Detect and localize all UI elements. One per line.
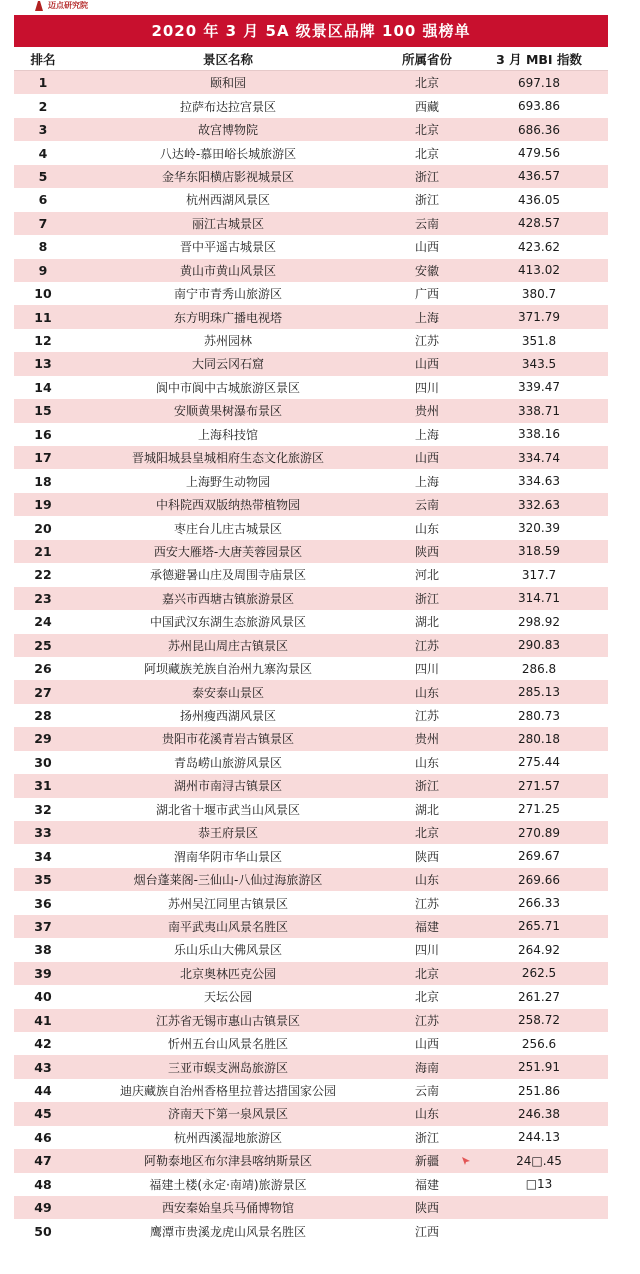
rank-cell: 10 <box>34 286 52 302</box>
table-row <box>14 563 608 586</box>
province-cell: 北京 <box>414 966 439 981</box>
name-cell: 湖北省十堰市武当山风景区 <box>155 802 300 817</box>
table-row <box>14 1055 608 1078</box>
province-cell: 上海 <box>414 310 439 325</box>
table-row <box>14 891 608 914</box>
table-row <box>14 985 608 1008</box>
table-row <box>14 540 608 563</box>
rank-cell: 42 <box>34 1036 52 1052</box>
name-cell: 西安大雁塔-大唐芙蓉园景区 <box>153 544 303 559</box>
mbi-cell: 338.16 <box>518 427 560 442</box>
logo-icon <box>34 0 44 11</box>
table-row <box>14 727 608 750</box>
table-row <box>14 1102 608 1125</box>
rank-cell: 33 <box>34 825 52 841</box>
province-cell: 江西 <box>414 1224 439 1239</box>
mbi-cell: 423.62 <box>518 239 560 254</box>
table-row <box>14 962 608 985</box>
province-cell: 山西 <box>414 451 439 466</box>
province-cell: 四川 <box>414 943 439 958</box>
rank-cell: 19 <box>34 497 52 513</box>
table-row <box>14 141 608 164</box>
province-cell: 山东 <box>414 521 439 536</box>
rank-cell: 27 <box>34 684 52 700</box>
mbi-cell: 318.59 <box>518 544 560 559</box>
province-cell: 湖北 <box>414 615 439 630</box>
rank-cell: 46 <box>34 1129 52 1145</box>
rank-cell: 13 <box>34 356 52 372</box>
mbi-cell: 269.66 <box>518 872 560 887</box>
province-cell: 山西 <box>414 357 439 372</box>
mbi-cell: 290.83 <box>518 638 560 653</box>
province-cell: 河北 <box>414 568 439 583</box>
rank-cell: 35 <box>34 872 52 888</box>
name-cell: 北京奥林匹克公园 <box>179 966 276 981</box>
table-row <box>14 469 608 492</box>
mbi-cell: 24□.45 <box>516 1153 562 1168</box>
rank-cell: 24 <box>34 614 52 630</box>
name-cell: 贵阳市花溪青岩古镇景区 <box>161 732 294 747</box>
rank-cell: 47 <box>34 1153 52 1169</box>
mbi-cell: 351.8 <box>521 333 557 348</box>
table-row <box>14 1126 608 1149</box>
province-cell: 江苏 <box>414 709 439 724</box>
name-cell: 恭王府景区 <box>197 826 258 841</box>
rank-cell: 48 <box>34 1176 52 1192</box>
rank-cell: 2 <box>38 98 48 114</box>
province-cell: 四川 <box>414 662 439 677</box>
mbi-cell: 332.63 <box>518 497 560 512</box>
rank-cell: 45 <box>34 1106 52 1122</box>
province-cell: 北京 <box>414 76 439 91</box>
mbi-cell: 271.57 <box>518 778 560 793</box>
rank-cell: 12 <box>34 333 52 349</box>
table-body <box>14 71 608 1243</box>
mbi-cell: 261.27 <box>518 989 560 1004</box>
province-cell: 四川 <box>414 380 439 395</box>
rank-cell: 7 <box>38 215 48 231</box>
table-row <box>14 399 608 422</box>
name-cell: 青岛崂山旅游风景区 <box>173 755 282 770</box>
name-cell: 忻州五台山风景名胜区 <box>167 1037 288 1052</box>
table-row <box>14 493 608 516</box>
province-cell: 山东 <box>414 685 439 700</box>
table-row <box>14 259 608 282</box>
rank-cell: 8 <box>38 239 48 255</box>
name-cell: 承德避暑山庄及周围寺庙景区 <box>149 568 306 583</box>
name-cell: 东方明珠广播电视塔 <box>173 310 282 325</box>
name-cell: 中国武汉东湖生态旅游风景区 <box>149 615 306 630</box>
mbi-cell: 246.38 <box>518 1106 560 1121</box>
mbi-cell: 479.56 <box>518 146 560 161</box>
rank-cell: 20 <box>34 520 52 536</box>
table-row <box>14 352 608 375</box>
name-cell: 乐山乐山大佛风景区 <box>173 943 282 958</box>
name-cell: 扬州瘦西湖风景区 <box>179 709 276 724</box>
table-row <box>14 821 608 844</box>
header-mbi: 3 月 MBI 指数 <box>496 51 582 67</box>
rank-cell: 5 <box>38 168 48 184</box>
name-cell: 阿坝藏族羌族自治州九寨沟景区 <box>143 662 312 677</box>
name-cell: 晋中平遥古城景区 <box>179 240 276 255</box>
table-row <box>14 1032 608 1055</box>
mbi-cell: 686.36 <box>518 122 560 137</box>
name-cell: 八达岭-慕田峪长城旅游区 <box>159 146 297 161</box>
province-cell: 湖北 <box>414 802 439 817</box>
table-row <box>14 423 608 446</box>
mbi-cell: 271.25 <box>518 802 560 817</box>
rank-cell: 18 <box>34 473 52 489</box>
table-row <box>14 71 608 94</box>
province-cell: 上海 <box>414 427 439 442</box>
name-cell: 济南天下第一泉风景区 <box>167 1107 288 1122</box>
logo-text: 迈点研究院 <box>48 1 88 10</box>
rank-cell: 40 <box>34 989 52 1005</box>
province-cell: 山东 <box>414 873 439 888</box>
name-cell: 江苏省无锡市惠山古镇景区 <box>155 1013 300 1028</box>
name-cell: 杭州西溪湿地旅游区 <box>173 1130 282 1145</box>
table-row <box>14 118 608 141</box>
mbi-cell: 320.39 <box>518 521 560 536</box>
name-cell: 泰安泰山景区 <box>191 685 264 700</box>
mbi-cell: 436.05 <box>518 192 560 207</box>
table-row <box>14 282 608 305</box>
name-cell: 拉萨布达拉宫景区 <box>179 99 276 114</box>
province-cell: 西藏 <box>414 99 439 114</box>
table-row <box>14 680 608 703</box>
rank-cell: 23 <box>34 590 52 606</box>
rank-cell: 39 <box>34 965 52 981</box>
header-name: 景区名称 <box>202 51 253 67</box>
table-row <box>14 634 608 657</box>
province-cell: 山东 <box>414 755 439 770</box>
province-cell: 福建 <box>414 919 439 934</box>
mbi-cell: 275.44 <box>518 755 560 770</box>
name-cell: 故宫博物院 <box>197 123 258 138</box>
mbi-cell: 285.13 <box>518 685 560 700</box>
rank-cell: 14 <box>34 379 52 395</box>
name-cell: 三亚市蜈支洲岛旅游区 <box>167 1060 288 1075</box>
rank-cell: 28 <box>34 708 52 724</box>
mbi-cell: 269.67 <box>518 849 560 864</box>
table-row <box>14 657 608 680</box>
mbi-cell: 314.71 <box>518 591 560 606</box>
name-cell: 天坛公园 <box>203 990 252 1005</box>
mbi-cell: 266.33 <box>518 896 560 911</box>
page-title: 2020 年 3 月 5A 级景区品牌 100 强榜单 <box>14 15 608 47</box>
name-cell: 枣庄台儿庄古城景区 <box>173 521 282 536</box>
mbi-cell: 262.5 <box>521 966 557 981</box>
province-cell: 贵州 <box>414 404 439 419</box>
rank-cell: 16 <box>34 426 52 442</box>
name-cell: 中科院西双版纳热带植物园 <box>155 498 300 513</box>
province-cell: 北京 <box>414 123 439 138</box>
rank-cell: 1 <box>38 75 48 91</box>
table-row <box>14 938 608 961</box>
mbi-cell: 265.71 <box>518 919 560 934</box>
mbi-cell: 270.89 <box>518 825 560 840</box>
mbi-cell: 258.72 <box>518 1013 560 1028</box>
ranking-table <box>14 47 608 1243</box>
name-cell: 金华东阳横店影视城景区 <box>161 169 294 184</box>
province-cell: 北京 <box>414 826 439 841</box>
table-row <box>14 1149 608 1172</box>
table-row <box>14 446 608 469</box>
province-cell: 上海 <box>414 474 439 489</box>
table-row <box>14 329 608 352</box>
name-cell: 鹰潭市贵溪龙虎山风景名胜区 <box>149 1224 306 1239</box>
table-row <box>14 915 608 938</box>
mbi-cell: 371.79 <box>518 310 560 325</box>
name-cell: 迪庆藏族自治州香格里拉普达措国家公园 <box>119 1084 336 1099</box>
mbi-cell: 380.7 <box>521 286 557 301</box>
table-row <box>14 798 608 821</box>
mbi-cell: 693.86 <box>518 99 560 114</box>
rank-cell: 50 <box>34 1223 52 1239</box>
table-row <box>14 587 608 610</box>
province-cell: 浙江 <box>414 193 439 208</box>
name-cell: 晋城阳城县皇城相府生态文化旅游区 <box>131 451 324 466</box>
mbi-cell: 343.5 <box>521 356 557 371</box>
rank-cell: 17 <box>34 450 52 466</box>
mbi-cell: 428.57 <box>518 216 560 231</box>
mbi-cell: 251.91 <box>518 1060 560 1075</box>
mbi-cell: 339.47 <box>518 380 560 395</box>
name-cell: 丽江古城景区 <box>191 216 264 231</box>
province-cell: 浙江 <box>414 779 439 794</box>
table-row <box>14 516 608 539</box>
mbi-cell: 264.92 <box>518 942 560 957</box>
mbi-cell: 334.63 <box>518 474 560 489</box>
mbi-cell: □13 <box>525 1177 553 1192</box>
table-row <box>14 1009 608 1032</box>
mbi-cell: 338.71 <box>518 403 560 418</box>
province-cell: 云南 <box>414 216 439 231</box>
mbi-cell: 697.18 <box>518 75 560 90</box>
name-cell: 上海野生动物园 <box>185 474 270 489</box>
name-cell: 湖州市南浔古镇景区 <box>173 779 282 794</box>
province-cell: 陕西 <box>414 849 439 864</box>
province-cell: 浙江 <box>414 591 439 606</box>
rank-cell: 38 <box>34 942 52 958</box>
rank-cell: 44 <box>34 1083 52 1099</box>
name-cell: 南宁市青秀山旅游区 <box>173 287 282 302</box>
header-province: 所属省份 <box>401 51 452 67</box>
table-row <box>14 188 608 211</box>
mbi-cell: 280.73 <box>518 708 560 723</box>
name-cell: 大同云冈石窟 <box>191 357 264 372</box>
name-cell: 西安秦始皇兵马俑博物馆 <box>161 1201 294 1216</box>
table-row <box>14 212 608 235</box>
mbi-cell: 436.57 <box>518 169 560 184</box>
table-row <box>14 305 608 328</box>
name-cell: 杭州西湖风景区 <box>185 193 270 208</box>
province-cell: 福建 <box>414 1177 439 1192</box>
name-cell: 烟台蓬莱阁-三仙山-八仙过海旅游区 <box>133 873 323 888</box>
name-cell: 苏州吴江同里古镇景区 <box>167 896 288 911</box>
table-row <box>14 844 608 867</box>
name-cell: 安顺黄果树瀑布景区 <box>173 404 282 419</box>
province-cell: 北京 <box>414 146 439 161</box>
mbi-cell: 244.13 <box>518 1130 560 1145</box>
rank-cell: 25 <box>34 637 52 653</box>
table-header <box>14 47 608 71</box>
province-cell: 云南 <box>414 1084 439 1099</box>
table-row <box>14 774 608 797</box>
rank-cell: 31 <box>34 778 52 794</box>
table-row <box>14 235 608 258</box>
name-cell: 阆中市阆中古城旅游区景区 <box>155 380 300 395</box>
rank-cell: 43 <box>34 1059 52 1075</box>
rank-cell: 41 <box>34 1012 52 1028</box>
province-cell: 安徽 <box>414 263 439 278</box>
mbi-cell: 286.8 <box>521 661 557 676</box>
mbi-cell: 298.92 <box>518 614 560 629</box>
table-row <box>14 94 608 117</box>
table-row <box>14 165 608 188</box>
name-cell: 嘉兴市西塘古镇旅游景区 <box>161 591 294 606</box>
table-row <box>14 1079 608 1102</box>
table-row <box>14 1219 608 1242</box>
rank-cell: 30 <box>34 754 52 770</box>
name-cell: 南平武夷山风景名胜区 <box>167 919 288 934</box>
rank-cell: 6 <box>38 192 48 208</box>
name-cell: 上海科技馆 <box>197 427 258 442</box>
name-cell: 阿勒泰地区布尔津县喀纳斯景区 <box>143 1154 312 1169</box>
rank-cell: 49 <box>34 1200 52 1216</box>
province-cell: 江苏 <box>414 638 439 653</box>
rank-cell: 15 <box>34 403 52 419</box>
province-cell: 陕西 <box>414 544 439 559</box>
table-row <box>14 610 608 633</box>
province-cell: 山西 <box>414 240 439 255</box>
province-cell: 贵州 <box>414 732 439 747</box>
rank-cell: 37 <box>34 918 52 934</box>
province-cell: 广西 <box>414 287 439 302</box>
table-row <box>14 868 608 891</box>
name-cell: 渭南华阴市华山景区 <box>173 849 282 864</box>
mbi-cell: 251.86 <box>518 1083 560 1098</box>
mbi-cell: 256.6 <box>521 1036 557 1051</box>
province-cell: 新疆 <box>414 1154 439 1169</box>
rank-cell: 11 <box>34 309 52 325</box>
cursor-icon <box>461 1156 471 1166</box>
name-cell: 苏州昆山周庄古镇景区 <box>167 638 288 653</box>
province-cell: 陕西 <box>414 1201 439 1216</box>
province-cell: 海南 <box>414 1060 439 1075</box>
table-row <box>14 1196 608 1219</box>
province-cell: 江苏 <box>414 334 439 349</box>
header-rank: 排名 <box>30 51 56 67</box>
province-cell: 江苏 <box>414 896 439 911</box>
table-row <box>14 376 608 399</box>
rank-cell: 21 <box>34 543 52 559</box>
name-cell: 福建土楼(永定·南靖)旅游景区 <box>149 1177 307 1192</box>
mbi-cell: 413.02 <box>518 263 560 278</box>
rank-cell: 9 <box>38 262 48 278</box>
top-strip <box>0 0 640 14</box>
rank-cell: 22 <box>34 567 52 583</box>
mbi-cell: 317.7 <box>521 567 557 582</box>
rank-cell: 29 <box>34 731 52 747</box>
rank-cell: 32 <box>34 801 52 817</box>
name-cell: 颐和园 <box>209 76 246 91</box>
table-row <box>14 751 608 774</box>
table-row <box>14 1173 608 1196</box>
province-cell: 山西 <box>414 1037 439 1052</box>
rank-cell: 34 <box>34 848 52 864</box>
table-row <box>14 704 608 727</box>
province-cell: 北京 <box>414 990 439 1005</box>
rank-cell: 36 <box>34 895 52 911</box>
rank-cell: 3 <box>38 122 48 138</box>
rank-cell: 4 <box>38 145 48 161</box>
province-cell: 山东 <box>414 1107 439 1122</box>
name-cell: 黄山市黄山风景区 <box>179 263 276 278</box>
mbi-cell: 280.18 <box>518 731 560 746</box>
province-cell: 云南 <box>414 498 439 513</box>
rank-cell: 26 <box>34 661 52 677</box>
name-cell: 苏州园林 <box>203 334 252 349</box>
province-cell: 江苏 <box>414 1013 439 1028</box>
province-cell: 浙江 <box>414 1130 439 1145</box>
mbi-cell: 334.74 <box>518 450 560 465</box>
province-cell: 浙江 <box>414 169 439 184</box>
